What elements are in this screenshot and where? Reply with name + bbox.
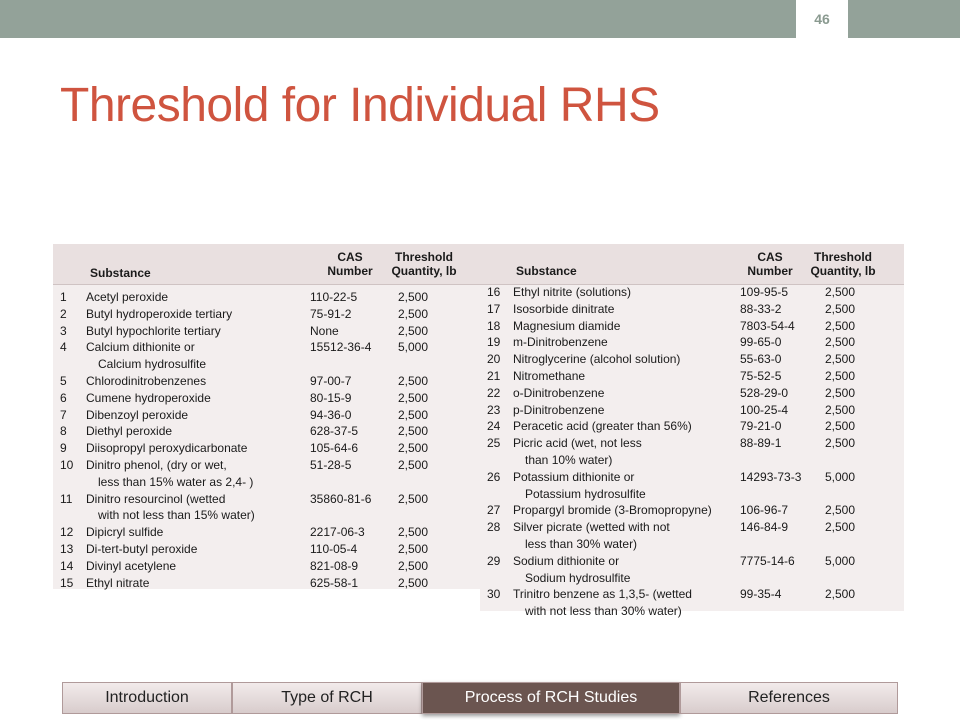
threshold-quantity: 2,500 — [398, 541, 429, 556]
row-number: 4 — [60, 340, 67, 355]
table-row — [53, 390, 481, 407]
row-number: 26 — [487, 469, 501, 484]
substance-name — [86, 541, 310, 558]
substance-name-line: Diisopropyl peroxydicarbonate — [86, 441, 248, 456]
cas-number: 528-29-0 — [740, 385, 789, 400]
cas-number: 75-91-2 — [310, 306, 352, 321]
table-row — [53, 491, 481, 525]
substance-name-line: Acetyl peroxide — [86, 290, 169, 304]
substance-name-line: Sodium dithionite or — [513, 553, 620, 568]
table-row — [480, 502, 904, 519]
substance-name-line: m-Dinitrobenzene — [513, 335, 608, 350]
cas-number: 88-33-2 — [740, 301, 782, 316]
cas-number: 109-95-5 — [740, 285, 789, 299]
substance-name-line: Picric acid (wet, not less — [513, 436, 642, 451]
row-number: 29 — [487, 553, 501, 568]
substance-name-line: Trinitro benzene as 1,3,5- (wetted — [513, 587, 692, 602]
substance-name — [513, 519, 740, 553]
row-number: 19 — [487, 335, 501, 350]
substance-name-line: Dinitro resourcinol (wetted — [86, 491, 226, 506]
threshold-quantity: 2,500 — [398, 424, 429, 439]
cas-number: 51-28-5 — [310, 457, 352, 472]
row-number: 15 — [60, 575, 74, 590]
threshold-quantity: 2,500 — [398, 407, 429, 422]
substance-name-line: Isosorbide dinitrate — [513, 301, 615, 316]
substance-name — [86, 558, 310, 575]
substance-name — [513, 351, 740, 368]
cas-number: 2217-06-3 — [310, 525, 365, 540]
threshold-quantity: 2,500 — [398, 390, 429, 405]
row-number: 23 — [487, 402, 501, 417]
substance-name-line: Butyl hypochlorite tertiary — [86, 323, 221, 338]
substance-name-line: Ethyl nitrite (solutions) — [513, 285, 632, 299]
substance-name — [513, 586, 740, 620]
substance-name-line: less than 15% water as 2,4- ) — [98, 474, 254, 489]
substance-name — [86, 575, 310, 592]
substance-name — [513, 418, 740, 435]
row-number: 27 — [487, 503, 501, 518]
substance-name — [86, 407, 310, 424]
substance-name — [86, 306, 310, 323]
cas-number: 7775-14-6 — [740, 553, 795, 568]
header-cas-line1: CAS — [757, 250, 783, 264]
table-row — [480, 368, 904, 385]
substance-name — [513, 469, 740, 503]
header-threshold-line1: Threshold — [813, 250, 872, 264]
threshold-quantity: 2,500 — [825, 335, 856, 350]
substance-name — [513, 284, 740, 301]
cas-number: 35860-81-6 — [310, 491, 372, 506]
row-number: 5 — [60, 373, 67, 388]
substance-name — [86, 491, 310, 525]
table-row — [53, 423, 481, 440]
tab-introduction[interactable]: Introduction — [62, 682, 232, 714]
substance-name-line: Dinitro phenol, (dry or wet, — [86, 457, 227, 472]
substance-name — [86, 289, 310, 306]
substance-name-line: less than 30% water) — [525, 536, 638, 551]
row-number: 30 — [487, 587, 501, 602]
cas-number: 105-64-6 — [310, 441, 359, 456]
threshold-quantity: 2,500 — [825, 385, 856, 400]
table-row — [53, 575, 481, 592]
table-row — [480, 469, 904, 503]
table-row — [53, 541, 481, 558]
substance-name — [513, 368, 740, 385]
substance-name-line: Potassium dithionite or — [513, 469, 635, 484]
cas-number: 79-21-0 — [740, 419, 782, 434]
threshold-quantity: 2,500 — [825, 436, 856, 451]
cas-number: 14293-73-3 — [740, 469, 802, 484]
row-number: 14 — [60, 558, 74, 573]
substance-name — [86, 440, 310, 457]
header-substance: Substance — [90, 266, 151, 280]
header-threshold — [379, 250, 469, 278]
threshold-quantity: 2,500 — [398, 525, 429, 540]
table-row — [53, 306, 481, 323]
table-row — [480, 351, 904, 368]
threshold-quantity: 2,500 — [825, 402, 856, 417]
substance-name — [513, 301, 740, 318]
table-row — [53, 373, 481, 390]
table-row — [480, 334, 904, 351]
header-cas — [735, 250, 805, 278]
header-threshold — [798, 250, 888, 278]
substance-name — [513, 334, 740, 351]
cas-number: 628-37-5 — [310, 424, 359, 439]
row-number: 17 — [487, 301, 501, 316]
threshold-quantity: 5,000 — [825, 469, 856, 484]
substance-name — [86, 457, 310, 491]
threshold-quantity: 2,500 — [398, 558, 429, 573]
row-number: 11 — [60, 491, 73, 506]
tab-type-of-rch[interactable]: Type of RCH — [232, 682, 422, 714]
section-nav — [62, 682, 898, 714]
threshold-quantity: 2,500 — [825, 587, 856, 602]
row-number: 7 — [60, 407, 67, 422]
cas-number: None — [310, 323, 339, 338]
header-substance: Substance — [516, 264, 577, 278]
threshold-quantity: 2,500 — [825, 352, 856, 367]
table-header — [480, 244, 904, 285]
row-number: 12 — [60, 525, 74, 540]
table-row — [53, 558, 481, 575]
cas-number: 15512-36-4 — [310, 340, 372, 355]
substance-name — [513, 318, 740, 335]
row-number: 16 — [487, 285, 501, 299]
header-cas-line1: CAS — [337, 250, 363, 264]
substance-name-line: Butyl hydroperoxide tertiary — [86, 306, 233, 321]
table-row — [53, 323, 481, 340]
cas-number: 146-84-9 — [740, 520, 789, 535]
substance-table-right — [480, 244, 904, 619]
row-number: 21 — [487, 368, 501, 383]
table-row — [480, 586, 904, 620]
threshold-quantity: 5,000 — [825, 553, 856, 568]
row-number: 2 — [60, 306, 67, 321]
threshold-quantity: 2,500 — [825, 285, 856, 299]
threshold-quantity: 2,500 — [398, 457, 429, 472]
threshold-quantity: 2,500 — [398, 306, 429, 321]
substance-name-line: Dibenzoyl peroxide — [86, 407, 189, 422]
row-number: 1 — [60, 290, 67, 304]
row-number: 9 — [60, 441, 67, 456]
table-body — [53, 289, 481, 591]
substance-name-line: Magnesium diamide — [513, 318, 621, 333]
threshold-quantity: 2,500 — [825, 503, 856, 518]
table-row — [480, 435, 904, 469]
substance-name-line: Diethyl peroxide — [86, 424, 173, 439]
row-number: 3 — [60, 323, 67, 338]
table-row — [480, 318, 904, 335]
header-threshold-line2: Quantity, lb — [391, 264, 457, 278]
row-number: 18 — [487, 318, 501, 333]
substance-name-line: Di-tert-butyl peroxide — [86, 541, 198, 556]
substance-name — [86, 390, 310, 407]
threshold-quantity: 2,500 — [825, 520, 856, 535]
cas-number: 99-65-0 — [740, 335, 782, 350]
cas-number: 80-15-9 — [310, 390, 352, 405]
substance-name — [86, 423, 310, 440]
substance-name-line: with not less than 15% water) — [98, 508, 255, 523]
substance-name-line: Divinyl acetylene — [86, 558, 177, 573]
threshold-quantity: 2,500 — [398, 491, 429, 506]
substance-name-line: p-Dinitrobenzene — [513, 402, 605, 417]
threshold-quantity: 2,500 — [825, 368, 856, 383]
row-number: 6 — [60, 390, 67, 405]
substance-name-line: Potassium hydrosulfite — [525, 486, 646, 501]
substance-name — [513, 502, 740, 519]
table-row — [480, 418, 904, 435]
tab-process-of-rch-studies[interactable]: Process of RCH Studies — [422, 682, 680, 714]
cas-number: 88-89-1 — [740, 436, 782, 451]
slide-title: Threshold for Individual RHS — [60, 79, 660, 132]
substance-name-line: Dipicryl sulfide — [86, 525, 164, 540]
substance-name — [86, 339, 310, 373]
substance-name-line: Chlorodinitrobenzenes — [86, 373, 207, 388]
cas-number: 7803-54-4 — [740, 318, 795, 333]
substance-table-left — [53, 244, 481, 589]
substance-name — [513, 402, 740, 419]
substance-name-line: Nitroglycerine (alcohol solution) — [513, 352, 681, 367]
table-row — [53, 457, 481, 491]
substance-name-line: Ethyl nitrate — [86, 575, 150, 590]
threshold-quantity: 2,500 — [398, 290, 429, 304]
substance-name-line: Sodium hydrosulfite — [525, 570, 631, 585]
substance-name-line: Calcium dithionite or — [86, 340, 195, 355]
threshold-quantity: 2,500 — [398, 575, 429, 590]
threshold-quantity: 2,500 — [825, 419, 856, 434]
table-row — [53, 524, 481, 541]
cas-number: 100-25-4 — [740, 402, 789, 417]
row-number: 22 — [487, 385, 501, 400]
cas-number: 75-52-5 — [740, 368, 782, 383]
row-number: 20 — [487, 352, 501, 367]
cas-number: 99-35-4 — [740, 587, 782, 602]
substance-name — [513, 385, 740, 402]
row-number: 24 — [487, 419, 501, 434]
substance-name-line: Propargyl bromide (3-Bromopropyne) — [513, 503, 712, 518]
row-number: 10 — [60, 457, 74, 472]
threshold-quantity: 2,500 — [398, 441, 429, 456]
substance-name-line: Calcium hydrosulfite — [98, 357, 207, 372]
table-row — [480, 301, 904, 318]
row-number: 25 — [487, 436, 501, 451]
substance-name — [513, 435, 740, 469]
cas-number: 97-00-7 — [310, 373, 352, 388]
threshold-quantity: 5,000 — [398, 340, 429, 355]
header-threshold-line1: Threshold — [394, 250, 453, 264]
threshold-quantity: 2,500 — [398, 373, 429, 388]
header-cas — [315, 250, 385, 278]
table-header — [53, 244, 481, 285]
substance-name-line: o-Dinitrobenzene — [513, 385, 605, 400]
page-number: 46 — [796, 0, 848, 38]
table-row — [480, 284, 904, 301]
substance-name — [86, 524, 310, 541]
substance-name — [86, 323, 310, 340]
substance-name — [86, 373, 310, 390]
table-row — [53, 339, 481, 373]
threshold-quantity: 2,500 — [398, 323, 429, 338]
substance-name-line: Silver picrate (wetted with not — [513, 520, 670, 535]
threshold-quantity: 2,500 — [825, 318, 856, 333]
table-row — [53, 440, 481, 457]
substance-name-line: Peracetic acid (greater than 56%) — [513, 419, 692, 434]
row-number: 28 — [487, 520, 501, 535]
table-row — [53, 407, 481, 424]
substance-name-line: than 10% water) — [525, 452, 613, 467]
table-row — [480, 519, 904, 553]
cas-number: 625-58-1 — [310, 575, 359, 590]
header-cas-line2: Number — [327, 264, 373, 278]
cas-number: 110-05-4 — [310, 541, 358, 556]
substance-name-line: Nitromethane — [513, 368, 586, 383]
cas-number: 821-08-9 — [310, 558, 359, 573]
table-row — [480, 553, 904, 587]
table-row — [480, 385, 904, 402]
table-row — [480, 402, 904, 419]
substance-name-line: with not less than 30% water) — [525, 604, 682, 619]
substance-name-line: Cumene hydroperoxide — [86, 390, 211, 405]
cas-number: 55-63-0 — [740, 352, 782, 367]
row-number: 8 — [60, 424, 67, 439]
cas-number: 110-22-5 — [310, 290, 358, 304]
header-cas-line2: Number — [747, 264, 793, 278]
tab-references[interactable]: References — [680, 682, 898, 714]
header-threshold-line2: Quantity, lb — [810, 264, 876, 278]
table-body — [480, 284, 904, 620]
table-row — [53, 289, 481, 306]
cas-number: 94-36-0 — [310, 407, 352, 422]
cas-number: 106-96-7 — [740, 503, 789, 518]
threshold-quantity: 2,500 — [825, 301, 856, 316]
row-number: 13 — [60, 541, 74, 556]
substance-name — [513, 553, 740, 587]
